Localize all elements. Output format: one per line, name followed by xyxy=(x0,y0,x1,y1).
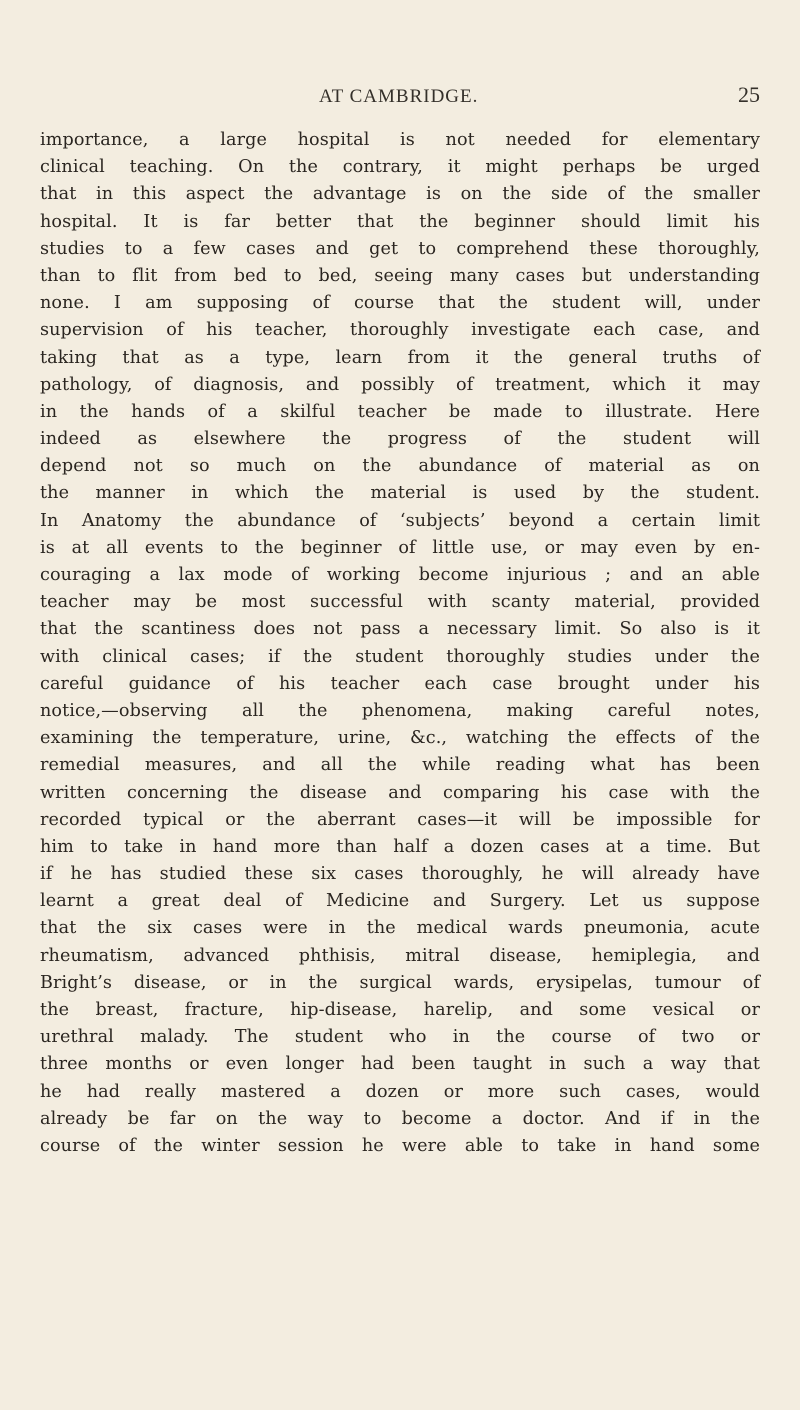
text-line: that the six cases were in the medical wards pneumonia, acute xyxy=(40,918,760,939)
text-line: that the scantiness does not pass a necessary limit. So also is it xyxy=(40,619,760,640)
page-number: 25 xyxy=(738,82,760,107)
text-line: the manner in which the material is used by the student. xyxy=(40,483,760,504)
text-line: studies to a few cases and get to comprehend these thoroughly, xyxy=(40,238,760,259)
text-line: written concerning the disease and comparing his case with the xyxy=(40,782,760,803)
text-line: hospital. It is far better that the beginner should limit his xyxy=(40,211,760,232)
text-line: remedial measures, and all the while reading what has been xyxy=(40,755,760,776)
text-line: rheumatism, advanced phthisis, mitral disease, hemiplegia, and xyxy=(40,945,760,966)
text-line: In Anatomy the abundance of ‘subjects’ beyond a certain limit xyxy=(40,510,760,531)
text-line: importance, a large hospital is not needed for elementary xyxy=(40,130,760,150)
text-line: Bright’s disease, or in the surgical wards, erysipelas, tumour of xyxy=(40,972,760,993)
text-line: couraging a lax mode of working become injurious ; and an able xyxy=(40,565,760,585)
text-line: pathology, of diagnosis, and possibly of treatment, which it may xyxy=(40,374,760,395)
text-line: he had really mastered a dozen or more such cases, would xyxy=(40,1081,760,1102)
text-line: in the hands of a skilful teacher be made to illustrate. Here xyxy=(40,401,760,422)
text-line: taking that as a type, learn from it the general truths of xyxy=(40,347,760,368)
text-line: clinical teaching. On the contrary, it might perhaps be urged xyxy=(40,157,760,178)
text-line: indeed as elsewhere the progress of the student will xyxy=(40,429,760,450)
text-line: than to flit from bed to bed, seeing many cases but understanding xyxy=(40,265,760,286)
body-paragraph xyxy=(40,127,760,1160)
running-head xyxy=(0,82,800,112)
text-line: examining the temperature, urine, &c., watching the effects of the xyxy=(40,728,760,749)
text-line: that in this aspect the advantage is on the side of the smaller xyxy=(40,184,760,205)
text-line: urethral malady. The student who in the course of two or xyxy=(40,1027,760,1048)
text-line: with clinical cases; if the student thoroughly studies under the xyxy=(40,646,760,667)
text-line: already be far on the way to become a doctor. And if in the xyxy=(40,1108,760,1129)
text-line: him to take in hand more than half a dozen cases at a time. But xyxy=(40,836,760,857)
text-line: supervision of his teacher, thoroughly investigate each case, and xyxy=(40,320,760,341)
text-line: depend not so much on the abundance of material as on xyxy=(40,456,760,477)
text-line: is at all events to the beginner of little use, or may even by en- xyxy=(40,537,760,558)
text-line: recorded typical or the aberrant cases—it will be impossible for xyxy=(40,809,760,830)
text-line: course of the winter session he were able to take in hand some xyxy=(40,1135,760,1156)
text-line: learnt a great deal of Medicine and Surgery. Let us suppose xyxy=(40,891,760,912)
running-title: AT CAMBRIDGE. xyxy=(319,86,479,107)
text-line: notice,—observing all the phenomena, making careful notes, xyxy=(40,700,760,721)
text-line: three months or even longer had been taught in such a way that xyxy=(40,1054,760,1075)
text-line: teacher may be most successful with scanty material, provided xyxy=(40,592,760,613)
text-line: the breast, fracture, hip-disease, harelip, and some vesical or xyxy=(40,1000,760,1020)
text-line: careful guidance of his teacher each case brought under his xyxy=(40,673,760,694)
text-line: if he has studied these six cases thoroughly, he will already have xyxy=(40,864,760,885)
text-line: none. I am supposing of course that the student will, under xyxy=(40,293,760,314)
